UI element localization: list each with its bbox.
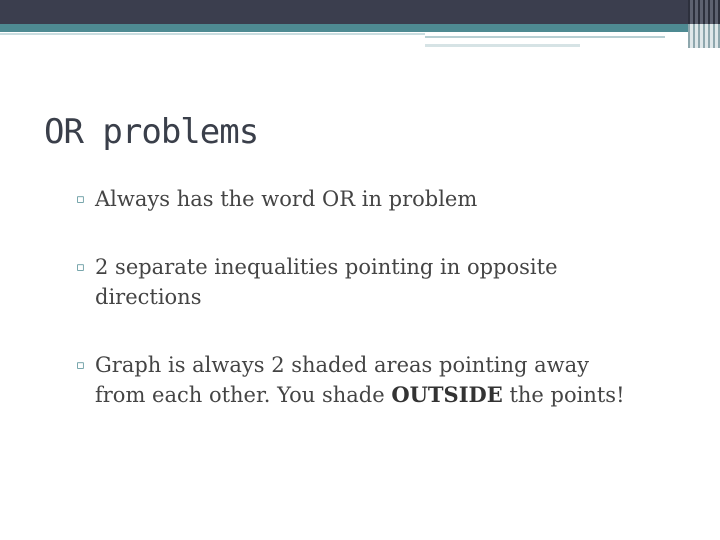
header-dark-bar <box>0 0 720 24</box>
bullet-item <box>76 252 636 312</box>
bullet-item <box>76 184 636 214</box>
bullet-text: the points! <box>502 383 625 407</box>
header-stripe-pattern <box>688 0 720 24</box>
header-accent-line <box>425 44 580 47</box>
header-accent-line <box>425 36 665 38</box>
header-teal-band <box>0 24 720 32</box>
bullet-item <box>76 350 636 410</box>
bullet-list <box>76 184 636 410</box>
bullet-text: 2 separate inequalities pointing in opposite directions <box>95 255 558 309</box>
slide-title: OR problems <box>44 112 259 152</box>
bullet-text: Graph is always 2 shaded areas pointing away from each other. You shade <box>95 353 590 407</box>
bullet-emphasis: OUTSIDE <box>391 382 503 407</box>
bullet-marker-icon: ▫ <box>76 260 85 275</box>
bullet-marker-icon: ▫ <box>76 358 85 373</box>
bullet-text: Always has the word OR in problem <box>95 187 478 211</box>
bullet-marker-icon: ▫ <box>76 192 85 207</box>
header-accent-line <box>0 33 425 35</box>
